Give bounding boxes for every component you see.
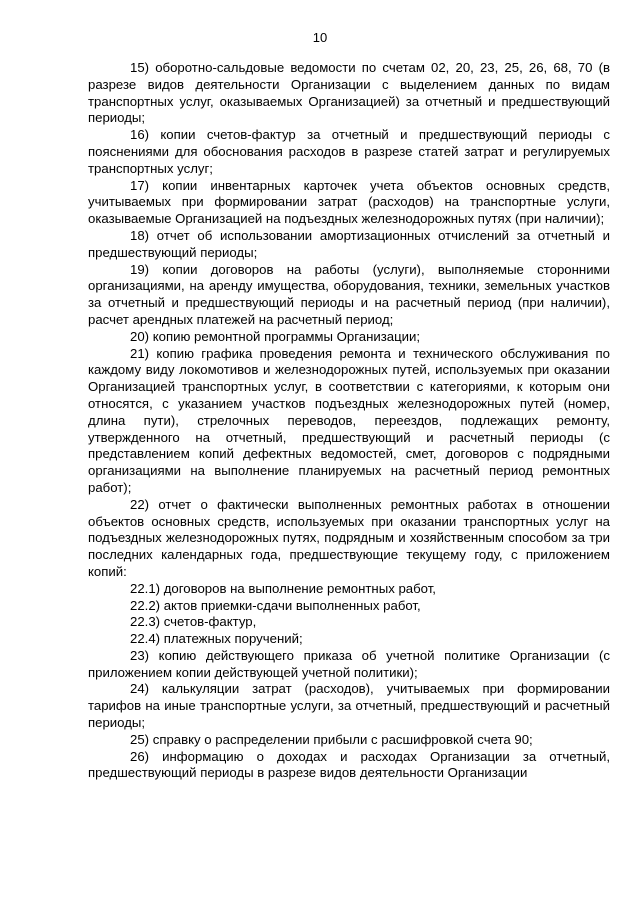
paragraph-22-4: 22.4) платежных поручений; xyxy=(130,631,303,647)
paragraph-25: 25) справку о распределении прибыли с расшифровкой счета 90; xyxy=(130,731,533,747)
paragraph-23: 23) копию действующего приказа об учетной политике Организации (с приложением копии действующей учетной политики); xyxy=(88,647,610,680)
paragraph-26: 26) информацию о доходах и расходах Организации за отчетный, предшествующий периоды в разрезе видов деятельности Организации xyxy=(88,748,610,781)
paragraph-19: 19) копии договоров на работы (услуги), выполняемые сторонними организациями, на аренду имущества, оборудования, техники, земельных участков за отчетный и предшествующий периоды и на расчетный период (при наличии), расчет арендных платежей на расчетный период; xyxy=(88,261,610,327)
paragraph-24: 24) калькуляции затрат (расходов), учитываемых при формировании тарифов на иные транспортные услуги, за отчетный, предшествующий и расчетный периоды; xyxy=(88,681,610,731)
paragraph-22: 22) отчет о фактически выполненных ремонтных работах в отношении объектов основных средств, используемых при оказании транспортных услуг на подъездных железнодорожных путях, подрядным и хозяйственным способом за три последних календарных года, предшествующие текущему году, с приложением копий: xyxy=(88,496,610,579)
paragraph-21: 21) копию графика проведения ремонта и технического обслуживания по каждому виду локомотивов и железнодорожных путей, используемых при оказании Организацией транспортных услуг, в соответствии с категориями, к которым они относятся, с указанием участков подъездных железнодорожных путей (номер, длина пути), стрелочных переводов, переездов, подлежащих ремонту, утвержденного на отчетный, предшествующий и расчетный периоды (с представлением копий дефектных ведомостей, смет, договоров с подрядными организациями на выполнение планируемых на расчетный период ремонтных работ); xyxy=(88,345,610,495)
paragraph-22-3: 22.3) счетов-фактур, xyxy=(130,614,257,630)
paragraph-20: 20) копию ремонтной программы Организации; xyxy=(130,328,421,344)
paragraph-22-2: 22.2) актов приемки-сдачи выполненных работ, xyxy=(130,597,421,613)
paragraph-22-1: 22.1) договоров на выполнение ремонтных работ, xyxy=(130,580,436,596)
page-number: 10 xyxy=(312,30,328,45)
paragraph-16: 16) копии счетов-фактур за отчетный и предшествующий периоды с пояснениями для обоснования расходов в разрезе статей затрат и регулируемых транспортных услуг; xyxy=(88,127,610,176)
document-body xyxy=(88,60,610,782)
paragraph-18: 18) отчет об использовании амортизационных отчислений за отчетный и предшествующий периоды; xyxy=(88,227,610,260)
paragraph-15: 15) оборотно-сальдовые ведомости по счетам 02, 20, 23, 25, 26, 68, 70 (в разрезе видов деятельности Организации с выделением данных по видам транспортных услуг, оказываемых Организацией) за отчетный и предшествующий периоды; xyxy=(88,60,610,126)
paragraph-17: 17) копии инвентарных карточек учета объектов основных средств, учитываемых при формировании затрат (расходов) на транспортные услуги, оказываемые Организацией на подъездных железнодорожных путях (при наличии); xyxy=(88,177,610,227)
